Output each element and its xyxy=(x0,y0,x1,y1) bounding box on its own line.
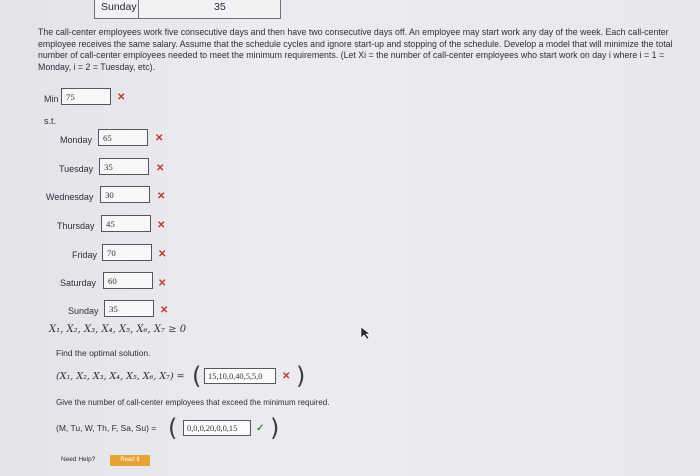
constraint-wrong-icon: ✕ xyxy=(157,191,166,202)
constraint-input-sunday[interactable]: 35 xyxy=(104,300,154,317)
constraint-label-tuesday: Tuesday xyxy=(59,164,94,174)
read-it-button[interactable]: Read It xyxy=(110,455,150,466)
constraint-input-friday[interactable]: 70 xyxy=(102,244,152,261)
table-cell-day: Sunday xyxy=(101,1,137,13)
constraint-label-wednesday: Wednesday xyxy=(46,192,94,202)
constraint-input-thursday[interactable]: 45 xyxy=(101,215,151,232)
table-divider xyxy=(138,0,139,18)
constraint-input-saturday[interactable]: 60 xyxy=(103,272,153,289)
constraint-input-tuesday[interactable]: 35 xyxy=(99,158,149,175)
exceed-close-paren: ) xyxy=(270,414,280,442)
solution-open-paren: ( xyxy=(192,362,202,390)
constraint-label-sunday: Sunday xyxy=(68,306,99,316)
find-optimal-prompt: Find the optimal solution. xyxy=(56,348,151,358)
table-cell-value: 35 xyxy=(214,1,226,13)
exceed-input[interactable]: 0,0,0,20,0,0,15 xyxy=(183,420,251,436)
solution-wrong-icon: ✕ xyxy=(282,371,291,382)
solution-close-paren: ) xyxy=(296,362,306,390)
nonnegativity-constraint: X₁, X₂, X₃, X₄, X₅, X₆, X₇ ≥ 0 xyxy=(49,324,187,335)
objective-label: Min xyxy=(44,94,59,104)
subject-to-label: s.t. xyxy=(44,116,57,126)
exceed-lhs: (M, Tu, W, Th, F, Sa, Su) = xyxy=(56,423,157,433)
objective-input[interactable]: 75 xyxy=(61,88,111,105)
problem-statement: The call-center employees work five consecutive days and then have two consecutive days off. An employee may start work any day of the week. Each call-center employee receives the same salary. Assume that the schedule cycles and ignore start-up and stopping of the schedule. Develop a model that will minimize the total number of call-center employees needed to meet the minimum requirements. (Let Xi = the number of call-center employees who start work on day i where i = 1 = Monday, i = 2 = Tuesday, etc). xyxy=(38,27,673,72)
constraint-input-wednesday[interactable]: 30 xyxy=(100,186,150,203)
constraint-label-friday: Friday xyxy=(72,250,98,260)
solution-input[interactable]: 15,10,0,40,5,5,0 xyxy=(204,368,276,384)
constraint-wrong-icon: ✕ xyxy=(157,220,166,231)
solution-lhs: (X₁, X₂, X₃, X₄, X₅, X₆, X₇) = xyxy=(56,371,185,382)
need-help-label: Need Help? xyxy=(61,456,96,463)
constraint-input-monday[interactable]: 65 xyxy=(98,129,148,146)
constraint-label-monday: Monday xyxy=(60,135,93,145)
previous-table-row xyxy=(94,0,281,19)
constraint-label-saturday: Saturday xyxy=(60,278,97,288)
constraint-wrong-icon: ✕ xyxy=(156,163,165,174)
constraint-wrong-icon: ✕ xyxy=(158,278,167,289)
constraint-label-thursday: Thursday xyxy=(57,221,95,231)
exceed-correct-icon: ✓ xyxy=(256,423,265,434)
constraint-wrong-icon: ✕ xyxy=(158,249,167,260)
mouse-cursor-icon xyxy=(360,326,374,340)
constraint-wrong-icon: ✕ xyxy=(155,133,164,144)
constraint-wrong-icon: ✕ xyxy=(160,305,169,316)
objective-wrong-icon: ✕ xyxy=(117,92,126,103)
exceed-prompt: Give the number of call-center employees that exceed the minimum required. xyxy=(56,398,330,407)
exceed-open-paren: ( xyxy=(168,414,178,442)
